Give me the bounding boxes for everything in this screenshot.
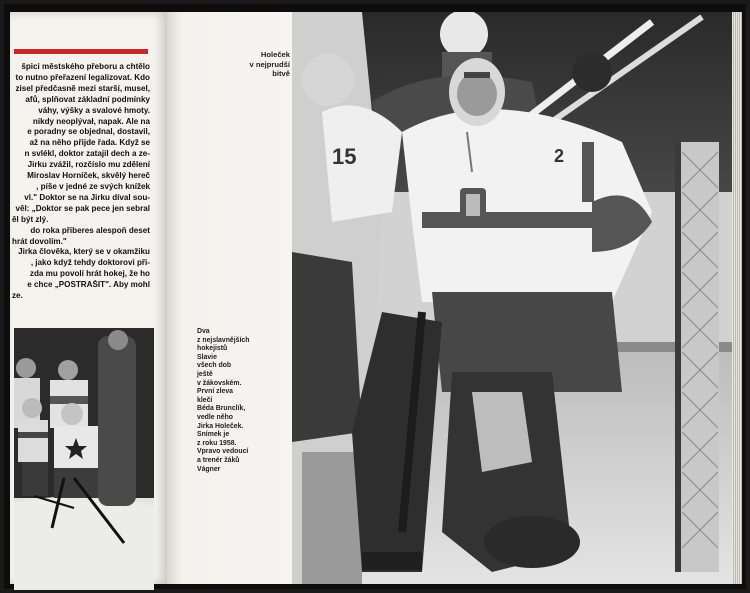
text-line: věl: „Doktor se pak pece jen sebral (15, 203, 150, 213)
caption-top (249, 50, 290, 79)
text-line: zda mu povolí hrát hokej, že ho (29, 269, 150, 279)
caption-line: všech dob (197, 362, 232, 370)
caption-line: Vágner (197, 465, 221, 473)
caption-bottom (197, 328, 249, 474)
caption-line: klečí (197, 396, 213, 404)
caption-line: ještě (197, 370, 213, 378)
caption-line: hokejistů (197, 345, 228, 353)
text-line: Jirka člověka, který se v okamžiku (18, 247, 150, 257)
caption-line: z nejslavnějších (197, 336, 250, 344)
caption-line: Vpravo vedoucí (197, 448, 249, 456)
caption-line: z roku 1958. (197, 439, 237, 447)
caption-line: Jirka Holeček. (197, 422, 244, 430)
skater-jersey-number: 15 (332, 144, 357, 169)
page-edge (732, 12, 742, 584)
text-line: , píše v jedné ze svých knížek (36, 181, 150, 191)
text-line: váhy, výšky a svalové hmoty. (38, 105, 150, 115)
text-line: ěl být zlý. (12, 214, 49, 224)
youth-team-photo (14, 328, 154, 590)
red-rule (14, 49, 148, 54)
text-line: zisel předčasně mezi starší, musel, (15, 83, 150, 93)
body-text (12, 62, 150, 302)
caption-line: v žákovském. (197, 379, 242, 387)
caption-line: První zleva (197, 388, 234, 396)
caption-line: v nejprudší (249, 59, 290, 69)
text-line: to nutno přeřazení legalizovat. Kdo (15, 72, 150, 82)
text-line: nikdy neoplývał, napak. Ale na (32, 116, 150, 126)
text-line: Miroslav Horníček, skvělý hereč (27, 171, 150, 181)
text-line: špici městského přeboru a chtělo (21, 62, 150, 71)
text-line: do roka přiberes alespoň deset (30, 225, 150, 235)
text-line: e chce „POSTRAŠIT". Aby mohl (27, 280, 150, 290)
caption-line: Dva (197, 328, 210, 335)
text-line: vl." Doktor se na Jirku díval sou- (24, 192, 150, 202)
caption-line: vedle něho (197, 413, 233, 421)
text-line: afů, splňovat základní podmínky (25, 94, 150, 104)
caption-line: a trenér žáků (197, 456, 240, 464)
text-line: hrát dovolím." (12, 236, 67, 246)
caption-line: bitvě (272, 69, 290, 78)
text-line: n svlékl, doktor zatajil dech a ze- (24, 149, 150, 159)
text-line: ze. (12, 291, 23, 301)
text-line: Jirku zvážil, rozčíslo mu zdělení (27, 160, 150, 170)
caption-line: Holeček (260, 50, 290, 59)
goal-net (675, 142, 719, 572)
text-line: až na něho přijde řada. Když se (29, 138, 150, 148)
caption-line: Béda Brunclík, (197, 405, 246, 413)
caption-line: Slavie (197, 353, 217, 361)
book-scan (4, 4, 746, 589)
left-page (10, 12, 168, 584)
goalie-jersey-number: 2 (554, 146, 565, 166)
text-line: , jako když tehdy doktorovi při- (30, 258, 150, 268)
caption-page (167, 12, 294, 584)
text-line: e poradny se objednal, dostavil, (27, 127, 150, 137)
goalie-photo (292, 12, 732, 584)
caption-line: Snímek je (197, 431, 230, 439)
